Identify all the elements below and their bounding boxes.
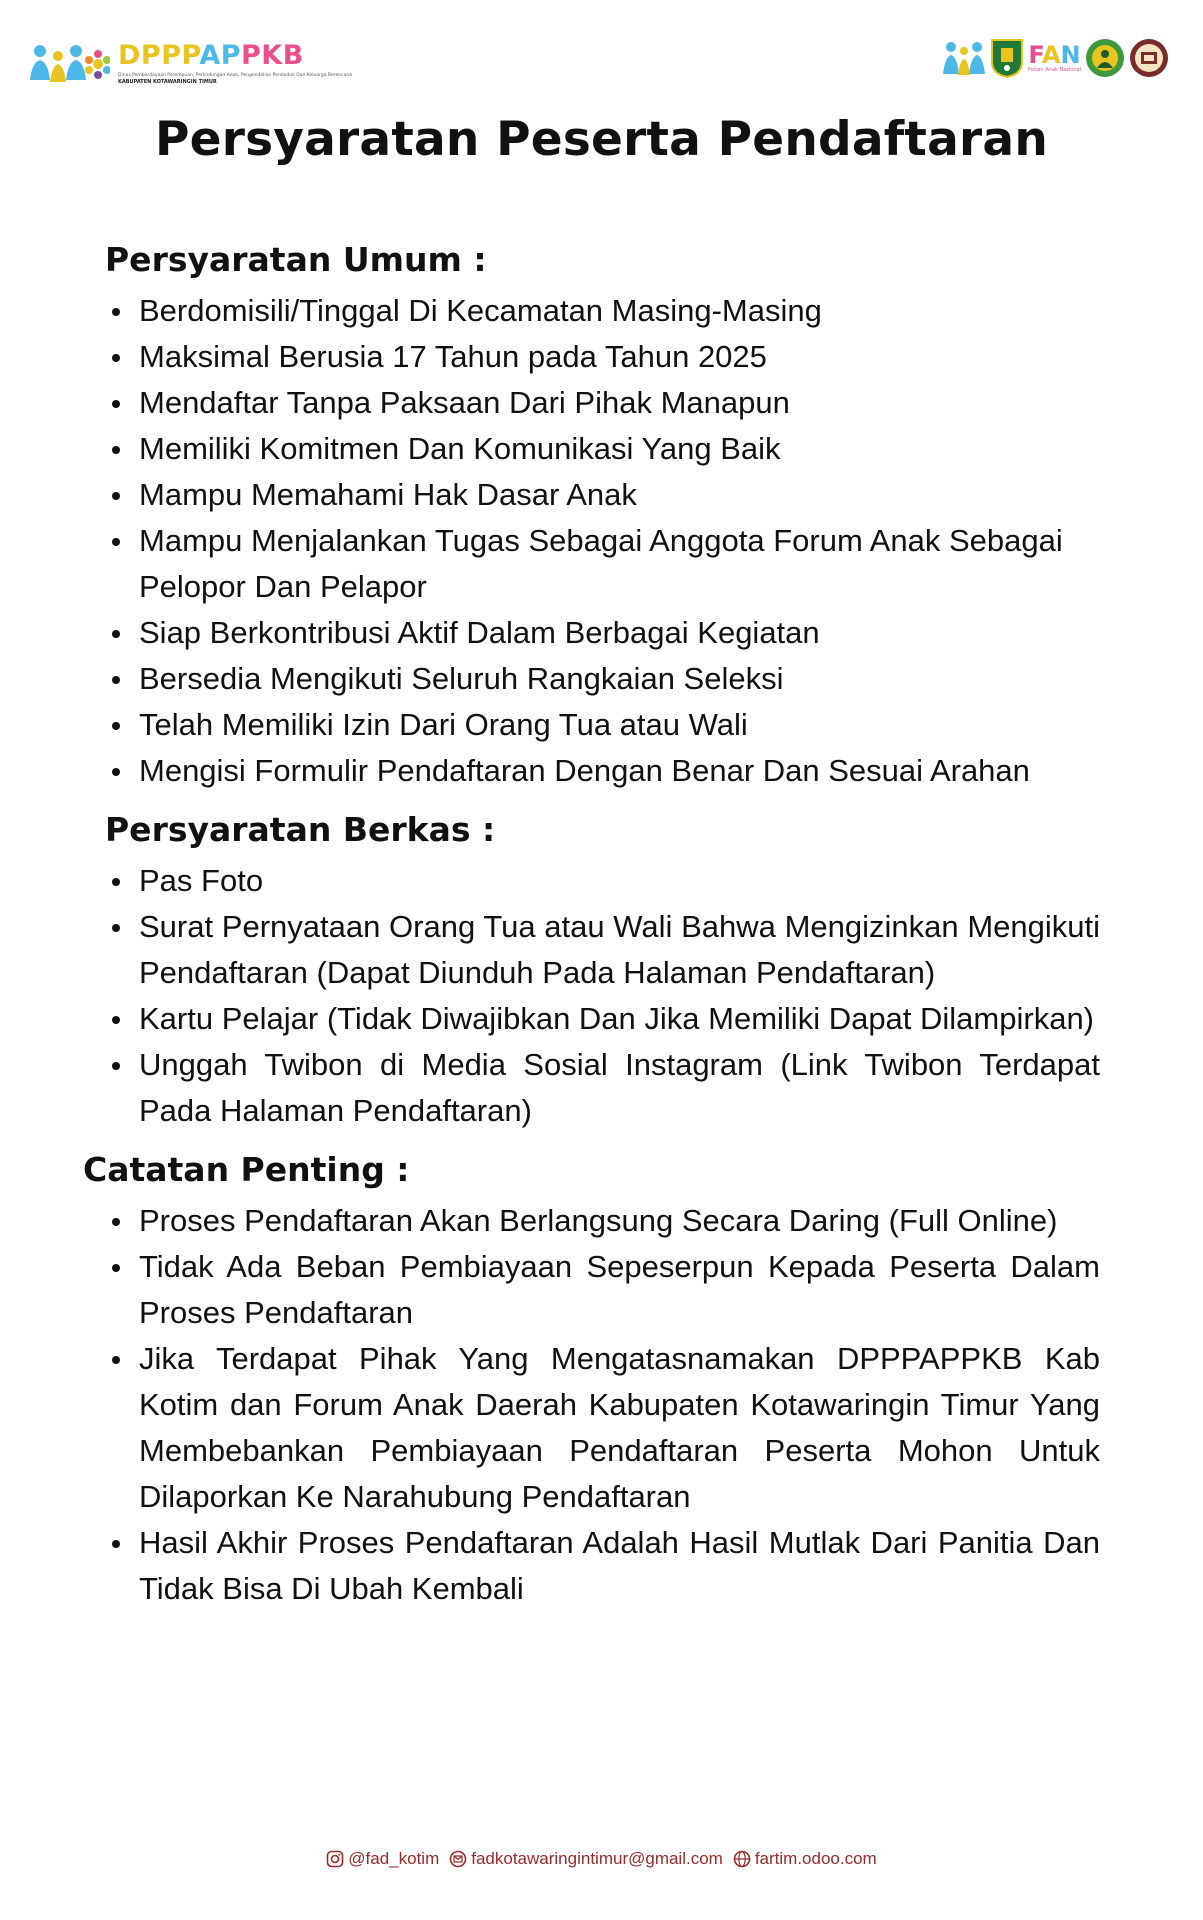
list-item: Pas Foto	[0, 858, 1100, 904]
family-figures-icon	[28, 44, 110, 84]
list-item: Memiliki Komitmen Dan Komunikasi Yang Baik	[0, 426, 1100, 472]
kotim-regency-emblem-icon	[990, 38, 1024, 78]
list-item: Siap Berkontribusi Aktif Dalam Berbagai Kegiatan	[0, 610, 1100, 656]
list-item: Telah Memiliki Izin Dari Orang Tua atau Wali	[0, 702, 1100, 748]
section-general-requirements	[0, 238, 1203, 794]
list-item: Mampu Menjalankan Tugas Sebagai Anggota Forum Anak Sebagai Pelopor Dan Pelapor	[0, 518, 1129, 610]
kotim-forum-badge-icon	[1129, 38, 1169, 78]
brand-name: DPPPAPPKB	[118, 40, 304, 71]
general-requirements-list	[0, 288, 1203, 794]
footer-website[interactable]	[733, 1849, 877, 1869]
list-item: Mendaftar Tanpa Paksaan Dari Pihak Manapun	[0, 380, 1100, 426]
requirements-content	[0, 238, 1203, 1612]
list-item: Bersedia Mengikuti Seluruh Rangkaian Seleksi	[0, 656, 1100, 702]
section-heading: Catatan Penting :	[83, 1150, 410, 1189]
list-item: Kartu Pelajar (Tidak Diwajibkan Dan Jika Memiliki Dapat Dilampirkan)	[0, 996, 1100, 1042]
brand-region: KABUPATEN KOTAWARINGIN TIMUR	[118, 79, 217, 85]
section-important-notes	[0, 1148, 1203, 1612]
fan-logo: FAN Forum Anak Nasional	[1027, 40, 1081, 73]
dpppappkb-logo	[28, 42, 352, 85]
instagram-icon	[326, 1850, 344, 1868]
email-icon	[449, 1850, 467, 1868]
list-item: Mengisi Formulir Pendaftaran Dengan Benar Dan Sesuai Arahan	[0, 748, 1100, 794]
forum-anak-badge-icon	[1085, 38, 1125, 78]
footer-email[interactable]	[449, 1849, 723, 1869]
brand-subtitle: Dinas Pemberdayaan Perempuan, Perlindungan Anak, Pengendalian Penduduk Dan Keluarga Berencana	[118, 73, 352, 78]
footer-contacts	[0, 1849, 1203, 1869]
list-item: Unggah Twibon di Media Sosial Instagram (Link Twibon Terdapat Pada Halaman Pendaftaran)	[0, 1042, 1100, 1134]
list-item: Proses Pendaftaran Akan Berlangsung Secara Daring (Full Online)	[0, 1198, 1100, 1244]
fan-subtitle: Forum Anak Nasional	[1027, 66, 1081, 73]
list-item: Tidak Ada Beban Pembiayaan Sepeserpun Kepada Peserta Dalam Proses Pendaftaran	[0, 1244, 1100, 1336]
email-address: fadkotawaringintimur@gmail.com	[471, 1849, 723, 1868]
important-notes-list	[0, 1198, 1203, 1612]
instagram-handle: @fad_kotim	[348, 1849, 440, 1868]
section-heading: Persyaratan Umum :	[105, 240, 487, 279]
family-figures-small-icon	[942, 40, 986, 76]
partner-logos	[942, 38, 1169, 78]
section-document-requirements	[0, 808, 1203, 1134]
footer-instagram[interactable]	[326, 1849, 439, 1869]
globe-icon	[733, 1850, 751, 1868]
list-item: Berdomisili/Tinggal Di Kecamatan Masing-Masing	[0, 288, 1100, 334]
section-heading: Persyaratan Berkas :	[105, 810, 496, 849]
list-item: Maksimal Berusia 17 Tahun pada Tahun 2025	[0, 334, 1100, 380]
website-url: fartim.odoo.com	[754, 1849, 877, 1868]
list-item: Jika Terdapat Pihak Yang Mengatasnamakan DPPPAPPKB Kab Kotim dan Forum Anak Daerah Kabupaten Kotawaringin Timur Yang Membebankan Pembiayaan Pendaftaran Peserta Mohon Untuk Dilaporkan Ke Narahubung Pendaftaran	[0, 1336, 1100, 1520]
page-title: Persyaratan Peserta Pendaftaran	[155, 112, 1048, 167]
list-item: Surat Pernyataan Orang Tua atau Wali Bahwa Mengizinkan Mengikuti Pendaftaran (Dapat Diunduh Pada Halaman Pendaftaran)	[0, 904, 1100, 996]
list-item: Mampu Memahami Hak Dasar Anak	[0, 472, 1100, 518]
document-requirements-list	[0, 858, 1203, 1134]
list-item: Hasil Akhir Proses Pendaftaran Adalah Hasil Mutlak Dari Panitia Dan Tidak Bisa Di Ubah Kembali	[0, 1520, 1100, 1612]
